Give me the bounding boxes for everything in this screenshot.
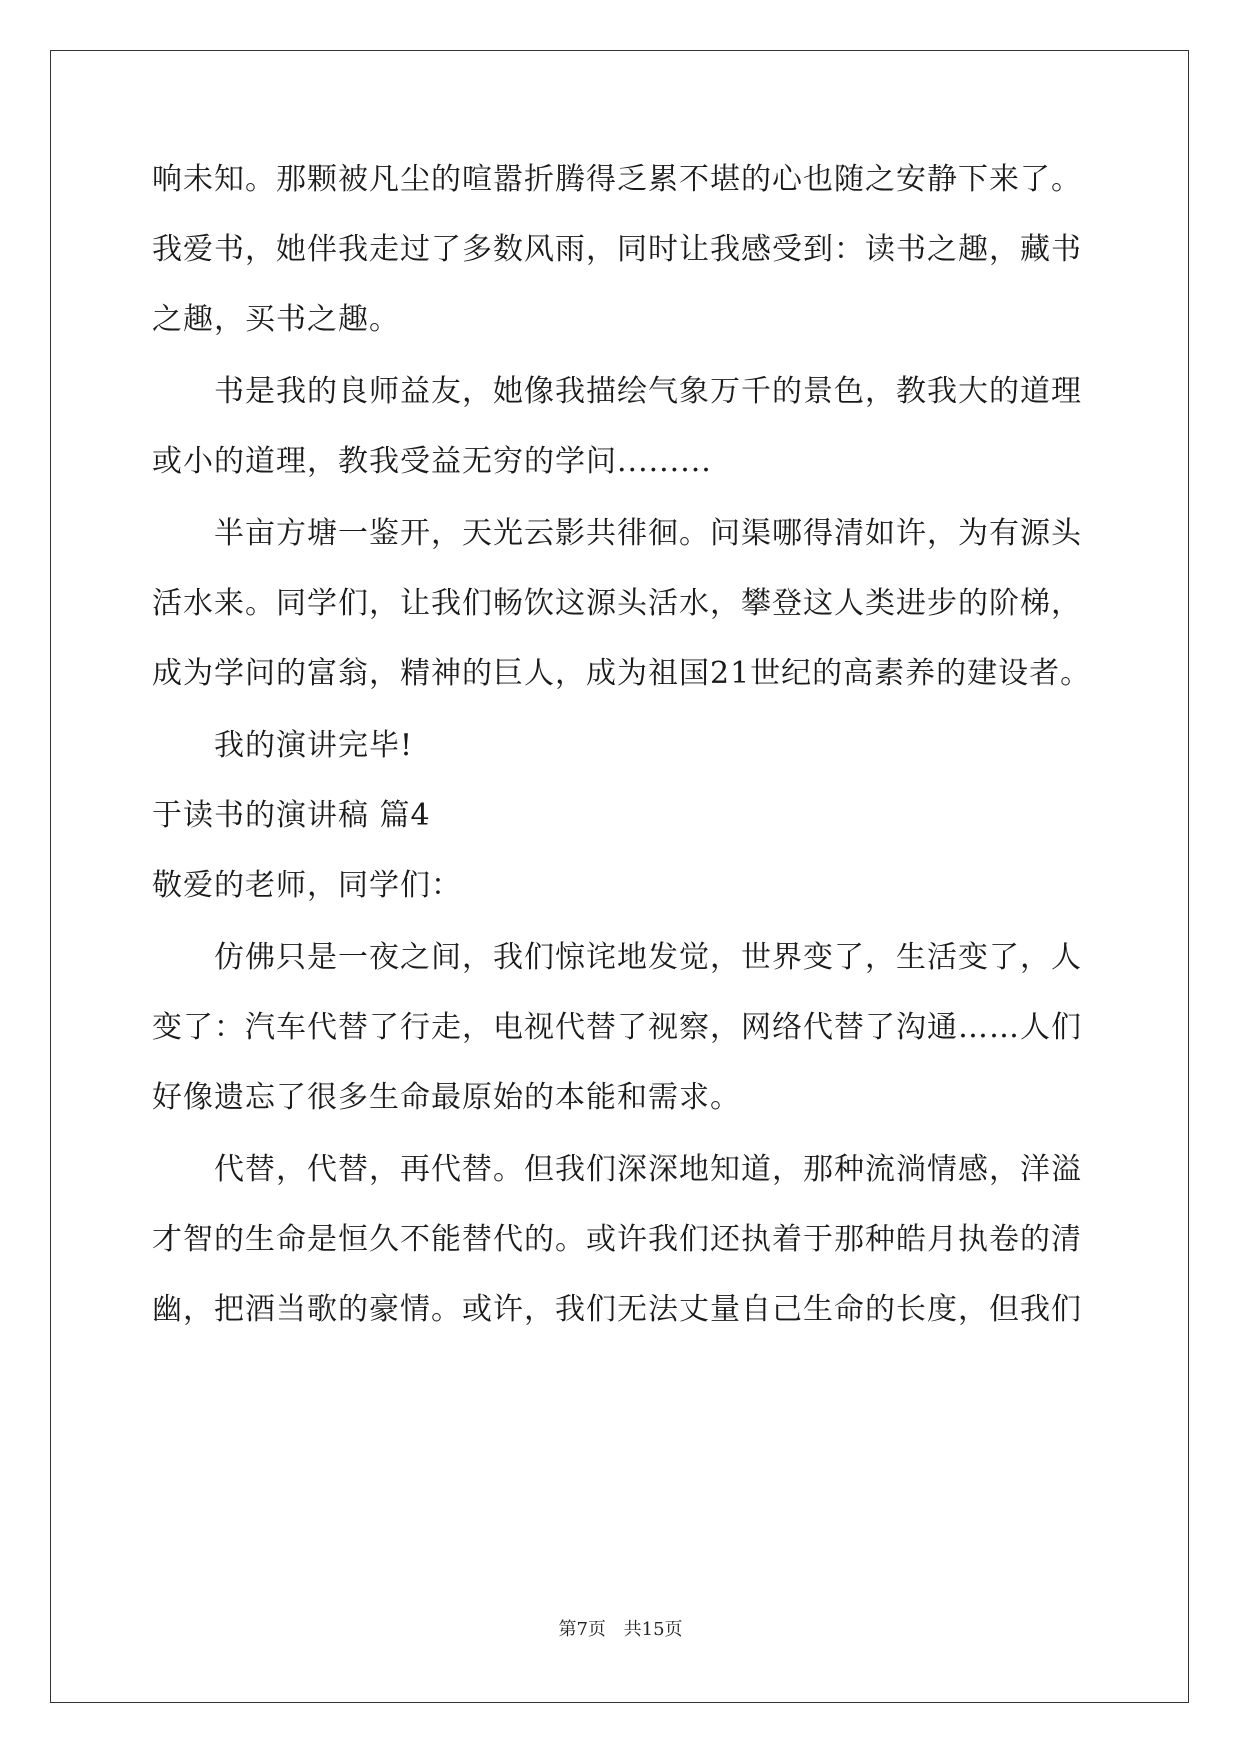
text-line-12: 仿佛只是一夜之间，我们惊诧地发觉，世界变了，生活变了，人 <box>214 940 1082 975</box>
text-line-7: 活水来。同学们，让我们畅饮这源头活水，攀登这人类进步的阶梯， <box>152 586 1082 621</box>
text-line-2: 我爱书，她伴我走过了多数风雨，同时让我感受到：读书之趣，藏书 <box>152 232 1082 267</box>
section-heading: 于读书的演讲稿 篇4 <box>152 798 431 833</box>
salutation: 敬爱的老师，同学们： <box>152 868 462 903</box>
text-line-17: 幽，把酒当歌的豪情。或许，我们无法丈量自己生命的长度，但我们 <box>152 1292 1082 1327</box>
text-line-13: 变了：汽车代替了行走，电视代替了视察，网络代替了沟通……人们 <box>152 1010 1082 1045</box>
page-number: 第7页 <box>558 1619 606 1640</box>
page-footer <box>0 1618 1241 1642</box>
text-line-1: 响未知。那颗被凡尘的喧嚣折腾得乏累不堪的心也随之安静下来了。 <box>152 162 1082 197</box>
text-line-6: 半亩方塘一鉴开，天光云影共徘徊。问渠哪得清如许，为有源头 <box>214 516 1082 551</box>
text-line-4: 书是我的良师益友，她像我描绘气象万千的景色，教我大的道理 <box>214 374 1082 409</box>
text-line-15: 代替，代替，再代替。但我们深深地知道，那种流淌情感，洋溢 <box>214 1152 1082 1187</box>
text-line-14: 好像遗忘了很多生命最原始的本能和需求。 <box>152 1080 741 1115</box>
text-line-8: 成为学问的富翁，精神的巨人，成为祖国21世纪的高素养的建设者。 <box>152 656 1092 691</box>
text-line-3: 之趣，买书之趣。 <box>152 302 400 337</box>
page-total: 共15页 <box>623 1619 683 1640</box>
text-line-16: 才智的生命是恒久不能替代的。或许我们还执着于那种皓月执卷的清 <box>152 1222 1082 1257</box>
text-line-5: 或小的道理，教我受益无穷的学问......... <box>152 444 712 479</box>
text-line-9: 我的演讲完毕! <box>214 728 414 763</box>
